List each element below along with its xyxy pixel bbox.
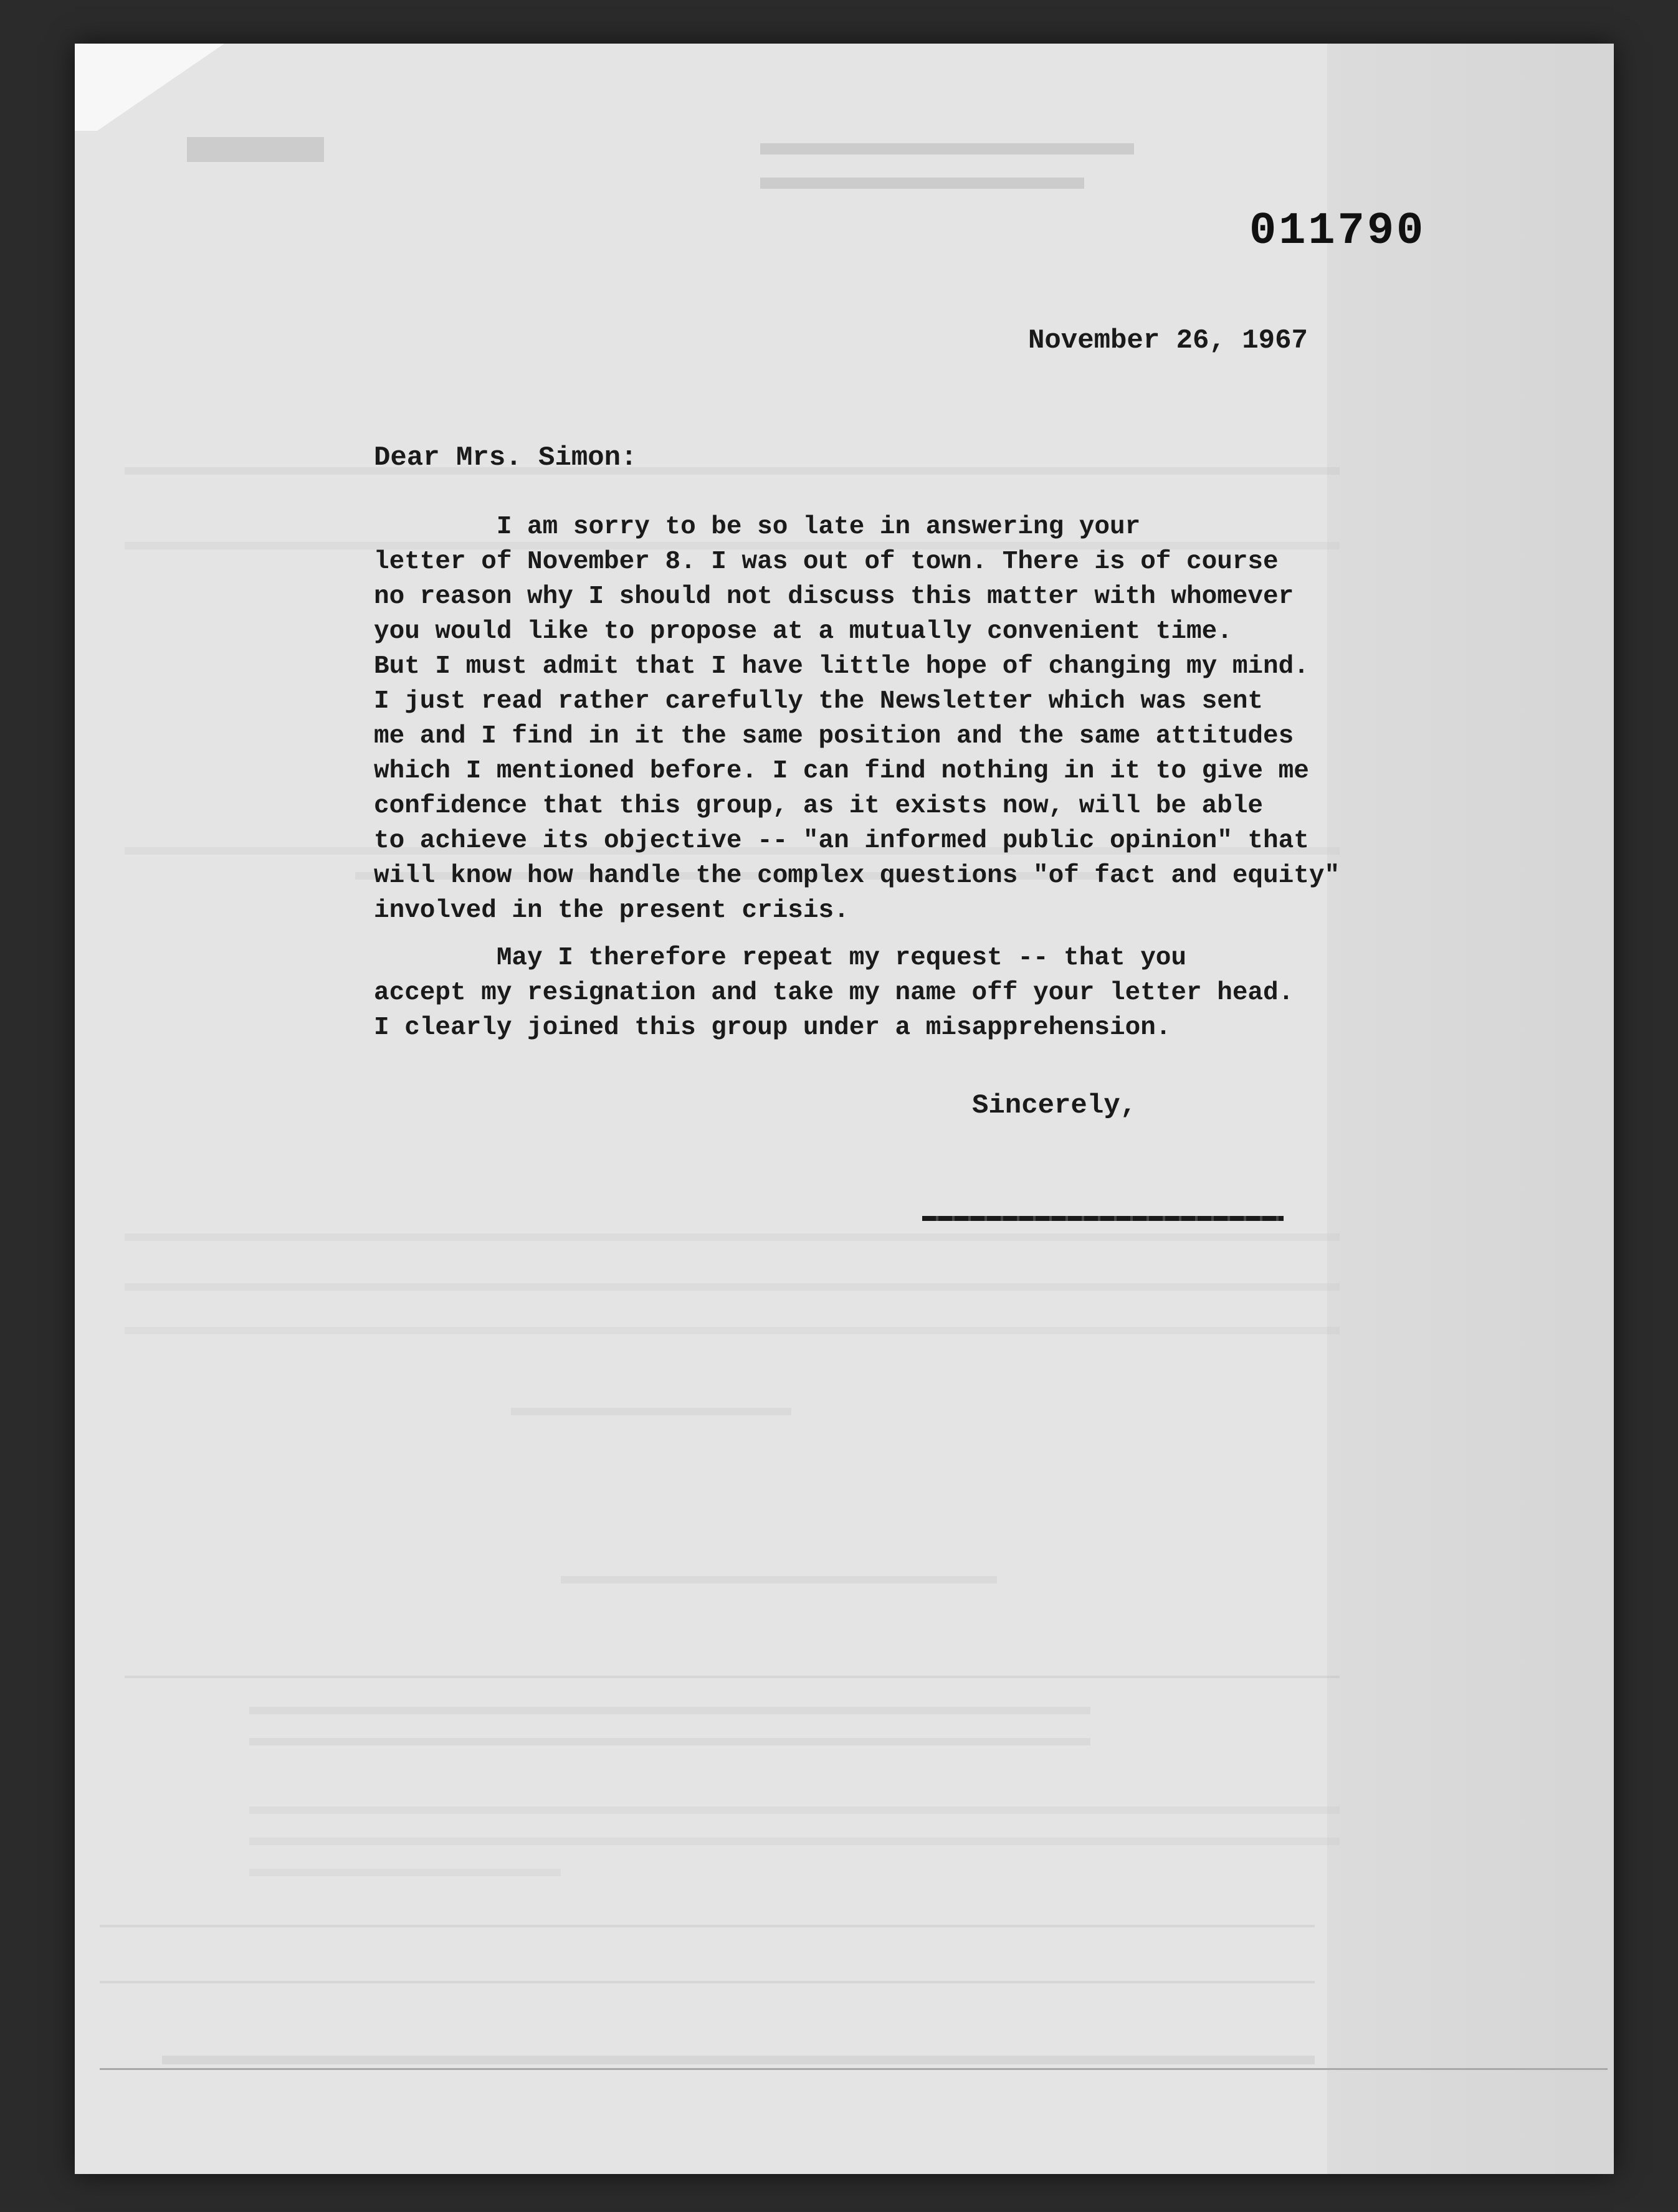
bleed-mark <box>249 1869 561 1876</box>
letter-date: November 26, 1967 <box>1028 325 1308 356</box>
document-number-stamp: 011790 <box>1249 206 1426 257</box>
underlying-page-strip <box>1327 44 1614 2174</box>
text-line: you would like to propose at a mutually convenient time. <box>374 617 1232 646</box>
text-line: I clearly joined this group under a misapprehension. <box>374 1013 1171 1042</box>
bleed-mark <box>760 143 1134 154</box>
text-line: I am sorry to be so late in answering your <box>374 513 1141 541</box>
bleed-mark <box>561 1576 997 1583</box>
bleed-mark <box>249 1806 1340 1814</box>
text-line: which I mentioned before. I can find nothing in it to give me <box>374 757 1309 786</box>
bleed-mark <box>511 1408 791 1415</box>
paper-corner <box>75 44 224 131</box>
letter-page <box>75 44 1614 2174</box>
bleed-mark <box>249 1738 1090 1745</box>
body-paragraph-2 <box>374 941 1558 1045</box>
bleed-mark <box>125 467 1340 475</box>
closing: Sincerely, <box>972 1090 1137 1121</box>
text-line: will know how handle the complex questions "of fact and equity" <box>374 862 1340 890</box>
text-line: no reason why I should not discuss this matter with whomever <box>374 582 1294 611</box>
bleed-mark <box>187 137 324 162</box>
text-line: But I must admit that I have little hope of changing my mind. <box>374 652 1309 681</box>
bleed-mark <box>125 1676 1340 1678</box>
bleed-mark <box>125 1327 1340 1334</box>
bleed-mark <box>100 1925 1315 1927</box>
bleed-mark <box>249 1838 1340 1845</box>
text-line: I just read rather carefully the Newsletter which was sent <box>374 687 1264 716</box>
bleed-mark <box>162 2056 1315 2064</box>
bleed-mark <box>100 1981 1315 1983</box>
bottom-rule <box>100 2068 1608 2070</box>
signature-line <box>922 1216 1284 1221</box>
bleed-mark <box>125 1283 1340 1291</box>
text-line: May I therefore repeat my request -- that you <box>374 944 1187 972</box>
text-line: involved in the present crisis. <box>374 896 849 925</box>
bleed-mark <box>249 1707 1090 1714</box>
text-line: confidence that this group, as it exists now, will be able <box>374 792 1264 820</box>
text-line: letter of November 8. I was out of town. There is of course <box>374 548 1279 576</box>
text-line: me and I find in it the same position and the same attitudes <box>374 722 1294 751</box>
bleed-mark <box>125 1233 1340 1241</box>
text-line: accept my resignation and take my name off your letter head. <box>374 979 1294 1007</box>
body-paragraph-1 <box>374 510 1558 928</box>
salutation: Dear Mrs. Simon: <box>374 442 637 473</box>
text-line: to achieve its objective -- "an informed public opinion" that <box>374 827 1309 855</box>
bleed-mark <box>760 178 1084 189</box>
